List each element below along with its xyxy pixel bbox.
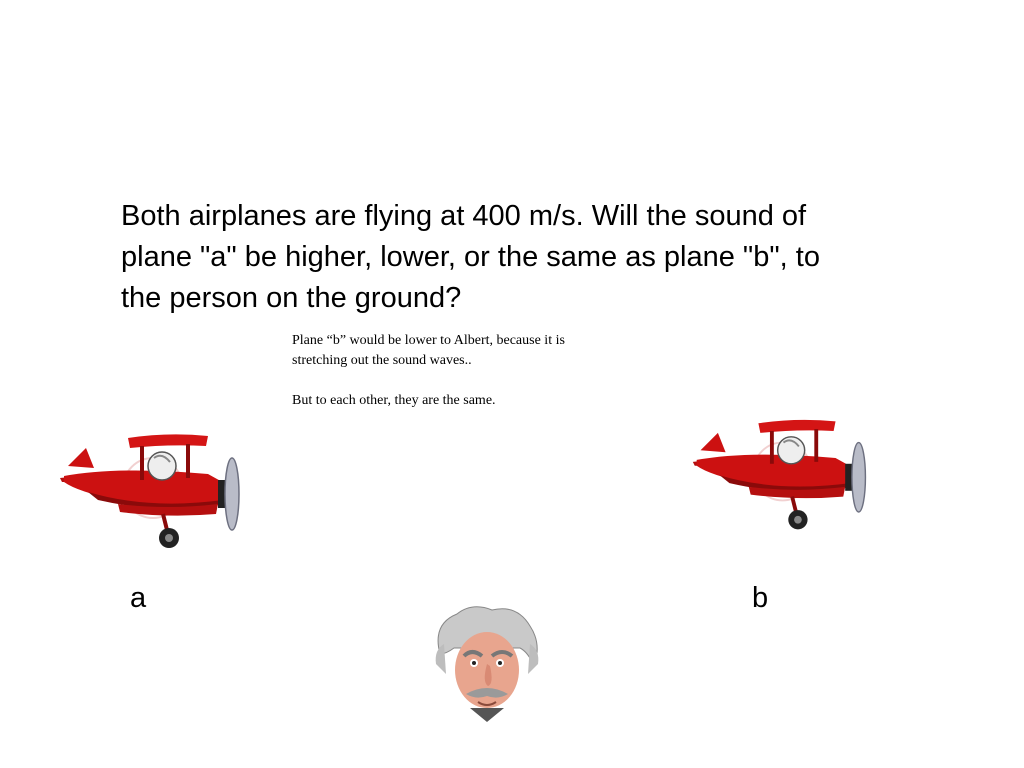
answer-line-1: Plane “b” would be lower to Albert, because it is — [292, 333, 565, 348]
label-b: b — [752, 582, 769, 614]
einstein-portrait-icon — [432, 604, 542, 722]
answer-line-2: stretching out the sound waves.. — [292, 353, 472, 368]
label-a: a — [130, 582, 147, 614]
question-line-3: the person on the ground? — [121, 282, 462, 314]
answer-line-3: But to each other, they are the same. — [292, 393, 496, 408]
plane-b-icon — [690, 404, 875, 539]
question-line-2: plane "a" be higher, lower, or the same as plane "b", to — [121, 241, 820, 273]
answer-text — [292, 331, 652, 411]
question-line-1: Both airplanes are flying at 400 m/s. Will the sound of — [121, 200, 807, 232]
plane-a-icon — [58, 418, 248, 558]
question-text — [121, 196, 981, 319]
